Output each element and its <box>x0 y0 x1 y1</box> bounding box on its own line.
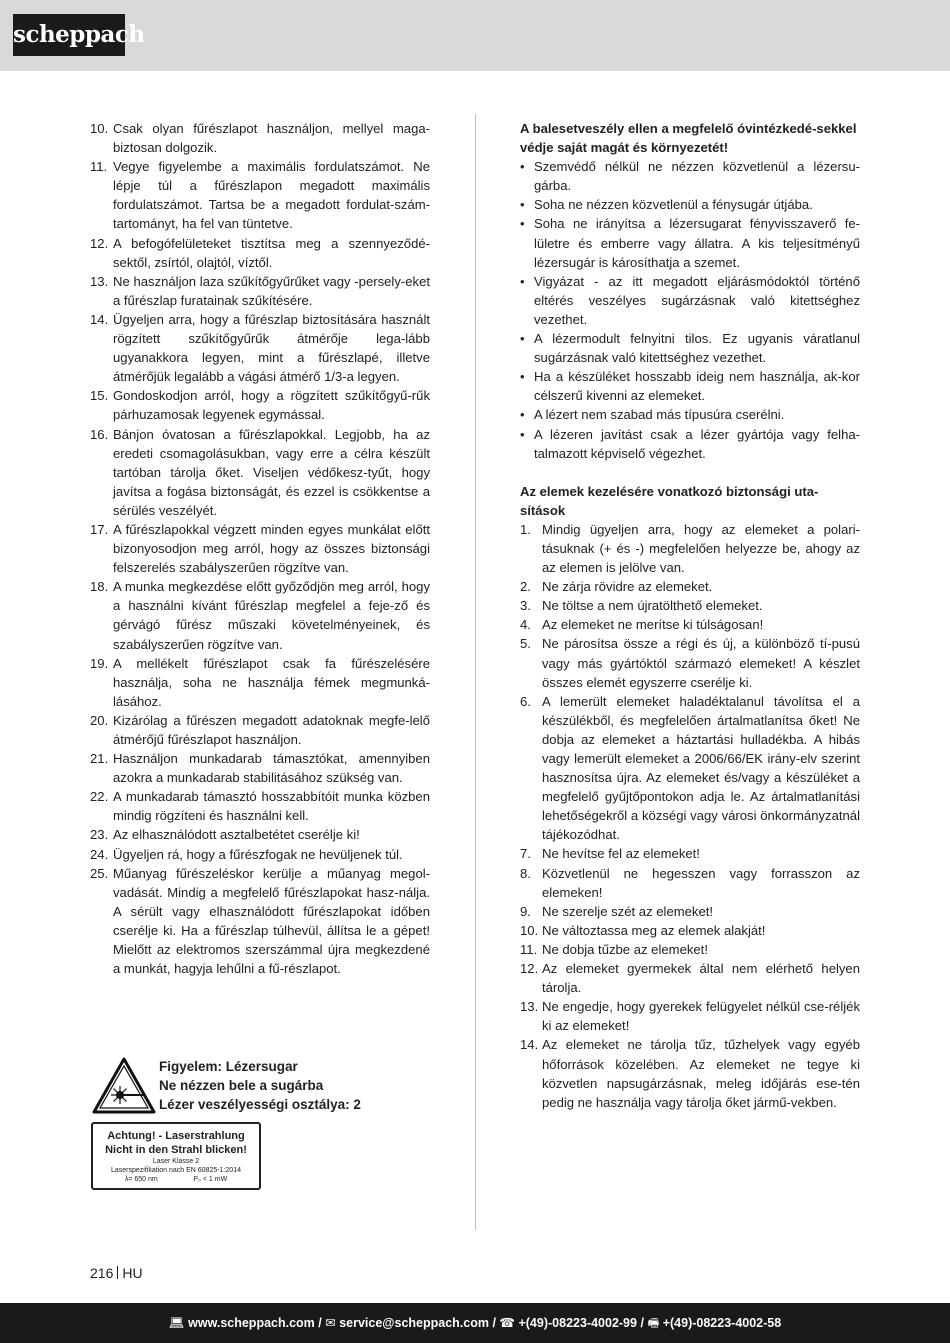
footer-website[interactable]: www.scheppach.com <box>188 1316 315 1330</box>
list-item: 11. Vegye figyelembe a maximális fordulatszámot. Ne lépje túl a fűrészlapon megadott maximális fordulatszámot. Tartsa be a megadott fordulat-szám-tartományt, ha fel van tüntetve. <box>90 159 430 232</box>
list-item: 14. Ügyeljen arra, hogy a fűrészlap biztosítására használt rögzített szűkítőgyűrűk átmérője lega-lább ugyanakkora legyen, mint a fűrészlapé, illetve átmérőjük legalább a vágási átmérő 1/3-a legyen. <box>90 311 430 385</box>
saw-blade-safety-list <box>90 119 430 978</box>
laser-warning-block <box>92 1057 432 1117</box>
laser-label-wavelength: λ= 650 nm <box>124 1176 158 1183</box>
list-item: • Szemvédő nélkül ne nézzen közvetlenül a lézersu-gárba. <box>520 159 860 194</box>
list-item: 1. Mindig ügyeljen arra, hogy az elemeket a polari-tásuknak (+ és -) megfelelően helyezze be, ahogy az az elemen is jelölve van. <box>520 521 860 576</box>
list-item: 25. Műanyag fűrészeléskor kerülje a műanyag megol-vadását. Mindig a megfelelő fűrészlapokat hasz-nálja. A sérült vagy elhasználódott fűrészlapokat időben cserélje ki. Ha a fűrészlap túlhevül, állítsa le a gépet! Mielőtt az elektromos szerszámmal újra megkezdené a munkát, hagyja lehűlni a fű-részlapot. <box>90 865 430 977</box>
language-code: HU <box>122 1265 143 1281</box>
right-column <box>520 119 860 1112</box>
page-number-value: 216 <box>90 1265 114 1281</box>
list-item: 18. A munka megkezdése előtt győződjön meg arról, hogy a használni kívánt fűrészlap megfelel a feje-ző és gérvágó fűrész műszaki követelményeinek, és szabályszerűen rögzítve van. <box>90 579 430 652</box>
phone-icon: ☎︎ <box>499 1316 515 1330</box>
list-item: 12. Az elemeket gyermekek által nem elérhető helyen tárolja. <box>520 961 860 996</box>
laser-label-subtitle: Nicht in den Strahl blicken! <box>105 1144 247 1156</box>
laser-warning-line: Ne nézzen bele a sugárba <box>159 1078 324 1093</box>
list-item: 3. Ne töltse a nem újratölthető elemeket. <box>520 598 763 614</box>
list-item: 16. Bánjon óvatosan a fűrészlapokkal. Legjobb, ha az eredeti csomagolásukban, vagy erre a célra készült tartóban tárolja őket. Viseljen védőkesz-tyűt, hogy javítsa a fogása biztonságát, és ezzel is csökkentse a sérülés veszélyét. <box>90 426 430 518</box>
list-item: 13. Ne használjon laza szűkítőgyűrűket vagy -persely-eket a fűrészlap furatainak szűkítésére. <box>90 273 430 308</box>
list-item: 10. Csak olyan fűrészlapot használjon, mellyel maga-biztosan dolgozik. <box>90 121 430 156</box>
page-header <box>0 0 950 71</box>
footer-phone: +(49)-08223-4002-99 <box>518 1316 637 1330</box>
laser-class-label <box>91 1122 261 1190</box>
list-item: 7. Ne hevítse fel az elemeket! <box>520 846 700 862</box>
laser-safety-heading: A balesetveszély ellen a megfelelő óvintézkedé-sekkel védje saját magát és környezetét! <box>520 121 857 156</box>
fax-icon: 🖷︎ <box>647 1316 660 1330</box>
scheppach-logo: scheppach <box>13 14 125 56</box>
page-footer: 💻︎ www.scheppach.com / ✉︎ service@scheppach.com / ☎︎ +(49)-08223-4002-99 / 🖷︎ +(49)-08223-4002-58 <box>0 1303 950 1343</box>
list-item: 2. Ne zárja rövidre az elemeket. <box>520 579 713 595</box>
laser-label-spec: Laserspezifikation nach EN 60825-1:2014 <box>111 1167 241 1174</box>
list-item: 17. A fűrészlapokkal végzett minden egyes munkálat előtt bizonyosodjon meg arról, hogy az összes biztonsági felszerelés szabályszerűen rögzítve van. <box>90 521 430 576</box>
list-item: • Soha ne nézzen közvetlenül a fénysugár útjába. <box>520 197 813 213</box>
page-number <box>90 1265 143 1282</box>
envelope-icon: ✉︎ <box>325 1316 336 1330</box>
laser-label-title: Achtung! - Laserstrahlung <box>107 1130 245 1142</box>
footer-fax: +(49)-08223-4002-58 <box>662 1316 782 1330</box>
laser-warning-line: Figyelem: Lézersugar <box>159 1059 298 1074</box>
list-item: 14. Az elemeket ne tárolja tűz, tűzhelyek vagy egyéb hőforrások közelében. Az elemeket ne tegye ki közvetlen napsugárzásnak, meleg időjárás ese-tén pedig ne használja vagy tárolja őket jármű-vekben. <box>520 1037 860 1110</box>
list-item: 4. Az elemeket ne merítse ki túlságosan! <box>520 617 764 633</box>
list-item: • A lézert nem szabad más típusúra cserélni. <box>520 407 785 423</box>
list-item: • Vigyázat - az itt megadott eljárásmódoktól történő eltérés veszélyes sugárzásnak való kitettséghez vezethet. <box>520 273 860 327</box>
column-divider <box>475 114 476 1230</box>
page-number-separator <box>117 1266 118 1279</box>
list-item: 24. Ügyeljen rá, hogy a fűrészfogak ne hevüljenek túl. <box>90 846 403 862</box>
list-item: • A lézermodult felnyitni tilos. Ez ugyanis váratlanul sugárzásnak való kitettséghez vezethet. <box>520 331 860 366</box>
computer-icon: 💻︎ <box>168 1316 185 1330</box>
list-item: 22. A munkadarab támasztó hosszabbítóit munka közben mindig rögzíteni és használni kell. <box>90 789 430 824</box>
list-item: 13. Ne engedje, hogy gyerekek felügyelet nélkül cse-réljék ki az elemeket! <box>520 999 860 1034</box>
list-item: 5. Ne párosítsa össze a régi és új, a különböző tí-pusú vagy más gyártóktól származó elemeket! A készlet összes elemét egyszerre cserélje ki. <box>520 636 860 690</box>
laser-label-class: Laser Klasse 2 <box>152 1158 200 1165</box>
list-item: • Ha a készüléket hosszabb ideig nem használja, ak-kor célszerű kivenni az elemeket. <box>520 369 860 404</box>
left-column <box>90 119 430 978</box>
laser-label-power: P₀ < 1 mW <box>193 1176 228 1183</box>
footer-email[interactable]: service@scheppach.com <box>339 1316 489 1330</box>
list-item: 11. Ne dobja tűzbe az elemeket! <box>520 941 708 957</box>
list-item: 19. A mellékelt fűrészlapot csak fa fűrészelésére használja, soha ne használja fémek megmunká-lásához. <box>90 655 430 709</box>
list-item: 23. Az elhasználódott asztalbetétet cserélje ki! <box>90 827 360 843</box>
battery-safety-heading: Az elemek kezelésére vonatkozó biztonsági uta-sítások <box>520 483 819 518</box>
laser-safety-list <box>520 157 860 463</box>
list-item: 10. Ne változtassa meg az elemek alakját! <box>520 922 766 938</box>
list-item: 15. Gondoskodjon arról, hogy a rögzített szűkítőgyű-rűk párhuzamosak legyenek egymással. <box>90 388 430 423</box>
laser-warning-line: Lézer veszélyességi osztálya: 2 <box>159 1097 361 1112</box>
list-item: 21. Használjon munkadarab támasztókat, amennyiben azokra a munkadarab stabilitásához szükség van. <box>90 751 430 786</box>
list-item: 6. A lemerült elemeket haladéktalanul távolítsa el a készülékből, és megfelelően ártalmatlanítsa őket! Ne dobja az elemeket a háztartási hulladékba. A hibás vagy lemerült elemeket a 2006/66/EK irány-elv szerint hasznosítsa újra. Az elemeket és/vagy a készüléket a megfelelő gyűjtőpontokon adja le. Az ártalmatlanítási lehetőségekről a községi vagy városi önkormányzatnál tájékozódhat. <box>520 693 860 843</box>
list-item: 9. Ne szerelje szét az elemeket! <box>520 903 714 919</box>
list-item: 20. Kizárólag a fűrészen megadott adatoknak megfe-lelő átmérőjű fűrészlapot használjon. <box>90 712 430 747</box>
list-item: 8. Közvetlenül ne hegesszen vagy forrasszon az elemeken! <box>520 865 860 900</box>
battery-safety-list <box>520 520 860 1112</box>
laser-warning-text <box>159 1057 361 1114</box>
list-item: 12. A befogófelületeket tisztítsa meg a szennyeződé-sektől, zsírtól, olajtól, víztől. <box>90 235 430 270</box>
list-item: • A lézeren javítást csak a lézer gyártója vagy felha-talmazott képviselő végezhet. <box>520 426 860 461</box>
laser-hazard-icon <box>92 1057 156 1114</box>
list-item: • Soha ne irányítsa a lézersugarat fényvisszaverő fe-lületre és emberre vagy állatra. A kis teljesítményű lézersugár is károsíthatja a szemet. <box>520 216 860 270</box>
